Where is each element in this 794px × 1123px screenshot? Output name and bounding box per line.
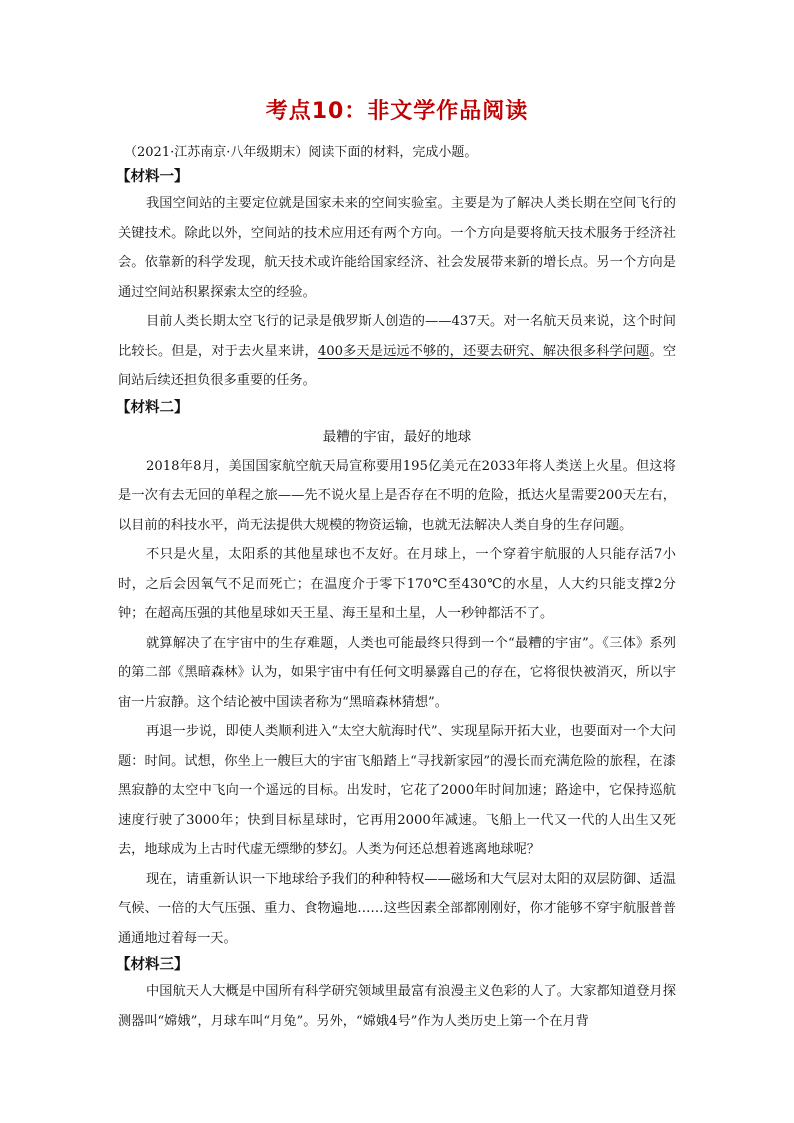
material-two-paragraph-2: 不只是火星，太阳系的其他星球也不友好。在月球上，一个穿着宇航服的人只能存活7小时，之后会因氧气不足而死亡；在温度介于零下170℃至430℃的水星，人大约只能支撑2分钟；在超高压强的其他星球如天王星、海王星和土星，人一秒钟都活不了。: [118, 547, 676, 621]
material-one-paragraph-1: 我国空间站的主要定位就是国家未来的空间实验室。主要是为了解决人类长期在空间飞行的关键技术。除此以外，空间站的技术应用还有两个方向。一个方向是要将航天技术服务于经济社会。依靠新的科学发现，航天技术或许能给国家经济、社会发展带来新的增长点。另一个方向是通过空间站积累探索太空的经验。: [118, 196, 676, 300]
material-one-paragraph-2-tail: 。空间站后续还担负很多重要的任务。: [118, 343, 677, 388]
material-one-label: 【材料一】: [116, 168, 189, 185]
material-one-paragraph-2: [118, 307, 676, 396]
material-two-label: 【材料二】: [116, 398, 189, 416]
material-two-subtitle: 最糟的宇宙，最好的地球: [322, 428, 472, 445]
material-one-paragraph-2-lead: 目前人类长期太空飞行的记录是俄罗斯人创造的——437天。对一名航天员来说，这个时间比较长。但是，对于去火星来讲，: [118, 314, 676, 359]
material-two-paragraph-5: 现在，请重新认识一下地球给予我们的种种特权——磁场和大气层对太阳的双层防御、适温气候、一倍的大气压强、重力、食物遍地……这些因素全部都刚刚好，你才能够不穿宇航服普普通通地过着每一天。: [118, 871, 676, 946]
document-body: [118, 141, 676, 1036]
material-three-label: 【材料三】: [116, 956, 189, 973]
material-two-paragraph-1: 2018年8月，美国国家航空航天局宣称要用195亿美元在2033年将人类送上火星。但这将是一次有去无回的单程之旅——先不说火星上是否存在不明的危险，抵达火星需要200天左右，以目前的科技水平，尚无法提供大规模的物资运输，也就无法解决人类自身的生存问题。: [118, 458, 676, 533]
material-two-paragraph-3: 就算解决了在宇宙中的生存难题，人类也可能最终只得到一个“最糟的宇宙”。《三体》系列的第二部《黑暗森林》认为，如果宇宙中有任何文明暴露自己的存在，它将很快被消灭，所以宇宙一片寂静。这个结论被中国读者称为“黑暗森林猜想”。: [118, 635, 676, 710]
page-title: 考点10：非文学作品阅读: [265, 99, 529, 124]
underlined-sentence: 400多天是远远不够的，还要去研究、解决很多科学问题: [317, 343, 650, 359]
material-three-paragraph-1: 中国航天人大概是中国所有科学研究领域里最富有浪漫主义色彩的人了。大家都知道登月探测器叫“嫦娥”，月球车叫“月兔”。另外，“嫦娥4号”作为人类历史上第一个在月背: [118, 984, 676, 1029]
material-two-paragraph-4: 再退一步说，即使人类顺利进入“太空大航海时代”、实现星际开拓大业，也要面对一个大问题：时间。试想，你坐上一艘巨大的宇宙飞船踏上“寻找新家园”的漫长而充满危险的旅程，在漆黑寂静的太空中飞向一个遥远的目标。出发时，它花了2000年时间加速；路途中，它保持巡航速度行驶了3000年；快到目标星球时，它再用2000年减速。飞船上一代又一代的人出生又死去，地球成为上古时代虚无缥缈的梦幻。人类为何还总想着逃离地球呢？: [118, 724, 676, 857]
question-source: （2021·江苏南京·八年级期末）阅读下面的材料，完成小题。: [124, 145, 478, 160]
